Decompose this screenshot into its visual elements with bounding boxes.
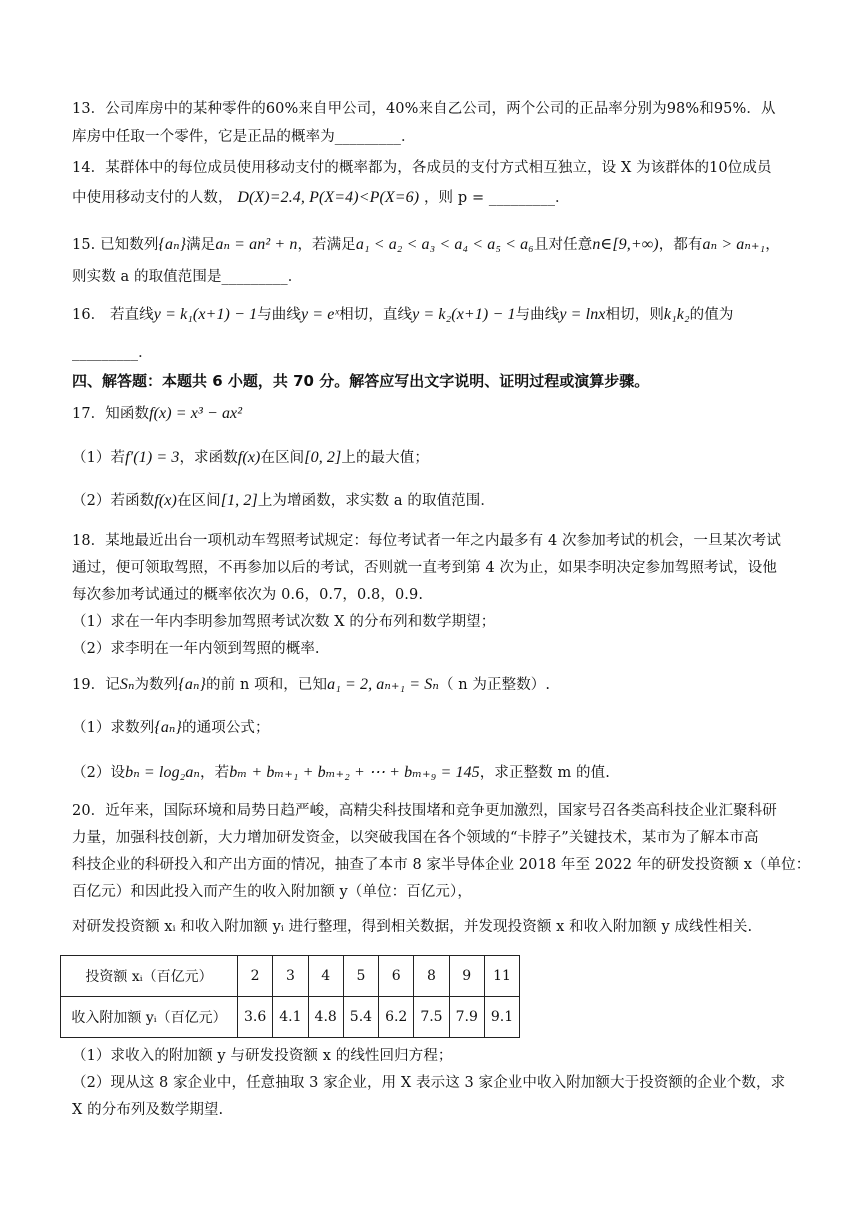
table-header-investment: 投资额 xᵢ（百亿元） bbox=[61, 956, 238, 997]
q20-part2-line2: X 的分布列及数学期望. bbox=[72, 1102, 224, 1118]
q18-line3: 每次参加考试通过的概率依次为 0.6，0.7，0.8，0.9. bbox=[72, 587, 424, 603]
q19-part1 bbox=[72, 717, 800, 739]
table-cell: 6 bbox=[379, 956, 414, 997]
q20-part1: （1）求收入的附加额 y 与研发投资额 x 的线性回归方程； bbox=[72, 1048, 453, 1064]
table-cell: 6.2 bbox=[379, 997, 414, 1038]
q16-text-f: 的值为 bbox=[689, 307, 734, 323]
q14-line1: 14．某群体中的每位成员使用移动支付的概率都为，各成员的支付方式相互独立，设 X 为该群体的10位成员 bbox=[72, 160, 772, 176]
table-cell: 5.4 bbox=[343, 997, 378, 1038]
investment-table bbox=[60, 955, 520, 1038]
q17-part1 bbox=[72, 447, 800, 469]
q16-text-b: 与曲线 bbox=[257, 307, 301, 323]
q20-line5: 对研发投资额 xᵢ 和收入附加额 yᵢ 进行整理，得到相关数据，并发现投资额 x 和收入附加额 y 成线性相关. bbox=[72, 919, 753, 935]
q19-p2-a: （2）设 bbox=[72, 765, 126, 781]
q20-line4: 百亿元）和因此投入而产生的收入附加额 y（单位：百亿元）， bbox=[72, 884, 472, 900]
q17-p1-b: ，求函数 bbox=[179, 450, 238, 466]
q19-stem-m2: {aₙ} bbox=[178, 676, 207, 693]
q15-text-c: ，若满足 bbox=[297, 237, 356, 253]
q17-part2 bbox=[72, 490, 800, 512]
q19-p1-a: （1）求数列 bbox=[72, 720, 155, 736]
q17-p2-c: 上为增函数，求实数 a 的取值范围． bbox=[257, 493, 495, 509]
table-cell: 11 bbox=[484, 956, 519, 997]
q19-stem-d: （ n 为正整数）. bbox=[438, 677, 551, 693]
q19-stem bbox=[72, 674, 800, 696]
q18-part1: （1）求在一年内李明参加驾照考试次数 X 的分布列和数学期望； bbox=[72, 614, 496, 630]
q14-line2 bbox=[72, 187, 800, 209]
q16-math-4: y = lnx bbox=[559, 306, 606, 323]
table-cell: 4.1 bbox=[273, 997, 308, 1038]
table-cell: 8 bbox=[414, 956, 449, 997]
q16-line2: _________． bbox=[72, 345, 153, 361]
q16-math-2: y = eˣ bbox=[301, 306, 340, 323]
q13-line2: 库房中任取一个零件，它是正品的概率为_________． bbox=[72, 129, 416, 145]
q15-text-e: ，都有 bbox=[658, 237, 703, 253]
q19-p2-m1: bₙ = log₂aₙ bbox=[125, 764, 201, 781]
table-cell: 3 bbox=[273, 956, 308, 997]
table-cell: 7.9 bbox=[449, 997, 484, 1038]
q19-stem-a: 19．记 bbox=[72, 677, 120, 693]
q17-p2-b: 在区间 bbox=[176, 493, 221, 509]
q15-text-d: 且对任意 bbox=[533, 237, 593, 253]
q14-formula: D(X)=2.4, P(X=4)<P(X=6) bbox=[237, 189, 420, 206]
q19-p1-m: {aₙ} bbox=[154, 719, 183, 736]
q16-text-e: 相切，则 bbox=[605, 307, 664, 323]
q20-line1: 20．近年来，国际环境和局势日趋严峻，高精尖科技围堵和竞争更加激烈，国家号召各类高科技企业汇聚科研 bbox=[72, 803, 777, 819]
q19-stem-m3: a₁ = 2, aₙ₊₁ = Sₙ bbox=[327, 676, 439, 693]
table-row-investment bbox=[61, 956, 520, 997]
q15-math-3: a₁ < a₂ < a₃ < a₄ < a₅ < a₆ bbox=[355, 236, 534, 253]
q17-p2-m2: [1, 2] bbox=[220, 492, 258, 509]
q16-text-d: 与曲线 bbox=[515, 307, 560, 323]
q16-line1 bbox=[72, 304, 800, 326]
q16-math-5: k₁k₂ bbox=[663, 306, 690, 323]
q17-p1-a: （1）若 bbox=[72, 450, 126, 466]
q17-p2-m1: f(x) bbox=[154, 492, 177, 509]
q17-p1-m3: [0, 2] bbox=[304, 449, 342, 466]
q15-math-1: {aₙ} bbox=[158, 236, 187, 253]
table-row-revenue bbox=[61, 997, 520, 1038]
table-cell: 7.5 bbox=[414, 997, 449, 1038]
q15-math-4: n∈[9,+∞) bbox=[592, 236, 659, 253]
q19-p2-b: ，若 bbox=[200, 765, 230, 781]
q18-line2: 通过，便可领取驾照，不再参加以后的考试，否则就一直考到第 4 次为止，如果李明决定参加驾照考试，设他 bbox=[72, 560, 777, 576]
q18-part2: （2）求李明在一年内领到驾照的概率. bbox=[72, 641, 320, 657]
table-header-revenue: 收入附加额 yᵢ（百亿元） bbox=[61, 997, 238, 1038]
q16-math-1: y = k₁(x+1) − 1 bbox=[153, 306, 258, 323]
q19-stem-b: 为数列 bbox=[134, 677, 179, 693]
table-cell: 4 bbox=[308, 956, 343, 997]
q19-part2 bbox=[72, 762, 800, 784]
section-heading: 四、解答题：本题共 6 小题，共 70 分。解答应写出文字说明、证明过程或演算步骤。 bbox=[72, 372, 650, 390]
q17-p1-c: 在区间 bbox=[260, 450, 305, 466]
table-cell: 3.6 bbox=[238, 997, 273, 1038]
q17-stem-math: f(x) = x³ − ax² bbox=[149, 405, 243, 422]
q20-part2-line1: （2）现从这 8 家企业中，任意抽取 3 家企业，用 X 表示这 3 家企业中收入附加额大于投资额的企业个数，求 bbox=[72, 1075, 786, 1091]
q17-p1-m1: f′(1) = 3 bbox=[125, 449, 180, 466]
q19-p2-c: ，求正整数 m 的值. bbox=[479, 765, 610, 781]
q17-p1-d: 上的最大值； bbox=[341, 450, 429, 466]
q15-math-5: aₙ > aₙ₊₁ bbox=[702, 236, 766, 253]
q15-line2: 则实数 a 的取值范围是_________． bbox=[72, 269, 303, 285]
q17-stem bbox=[72, 403, 800, 425]
q17-stem-text: 17．知函数 bbox=[72, 406, 150, 422]
q15-text-a: 15. 已知数列 bbox=[72, 237, 159, 253]
q20-line3: 科技企业的科研投入和产出方面的情况，抽查了本市 8 家半导体企业 2018 年至 2022 年的研发投资额 x（单位： bbox=[72, 857, 811, 873]
q16-text-a: 16． 若直线 bbox=[72, 307, 154, 323]
q14-tail: ，则 p = _________． bbox=[423, 190, 570, 206]
q20-line2: 力量，加强科技创新，大力增加研发资金，以突破我国在各个领域的“卡脖子”关键技术，某市为了解本市高 bbox=[72, 830, 759, 846]
q16-text-c: 相切，直线 bbox=[339, 307, 413, 323]
q19-stem-m1: Sₙ bbox=[119, 676, 135, 693]
q17-p1-m2: f(x) bbox=[237, 449, 261, 466]
q15-math-2: aₙ = an² + n bbox=[215, 236, 298, 253]
q16-math-3: y = k₂(x+1) − 1 bbox=[412, 306, 516, 323]
q15-text-f: ， bbox=[765, 237, 780, 253]
q13-line1: 13．公司库房中的某种零件的60%来自甲公司，40%来自乙公司，两个公司的正品率分别为98%和95%．从 bbox=[72, 101, 776, 117]
q19-stem-c: 的前 n 项和，已知 bbox=[206, 677, 328, 693]
q15-text-b: 满足 bbox=[186, 237, 216, 253]
q19-p1-b: 的通项公式； bbox=[182, 720, 270, 736]
table-cell: 9 bbox=[449, 956, 484, 997]
q18-line1: 18．某地最近出台一项机动车驾照考试规定：每位考试者一年之内最多有 4 次参加考试的机会，一旦某次考试 bbox=[72, 533, 781, 549]
q15-line1 bbox=[72, 234, 800, 256]
q14-text: 中使用移动支付的人数， bbox=[72, 190, 233, 206]
table-cell: 5 bbox=[343, 956, 378, 997]
table-cell: 9.1 bbox=[484, 997, 519, 1038]
table-cell: 4.8 bbox=[308, 997, 343, 1038]
table-cell: 2 bbox=[238, 956, 273, 997]
q19-p2-m2: bₘ + bₘ₊₁ + bₘ₊₂ + ⋯ + bₘ₊₉ = 145 bbox=[229, 764, 480, 781]
q17-p2-a: （2）若函数 bbox=[72, 493, 155, 509]
